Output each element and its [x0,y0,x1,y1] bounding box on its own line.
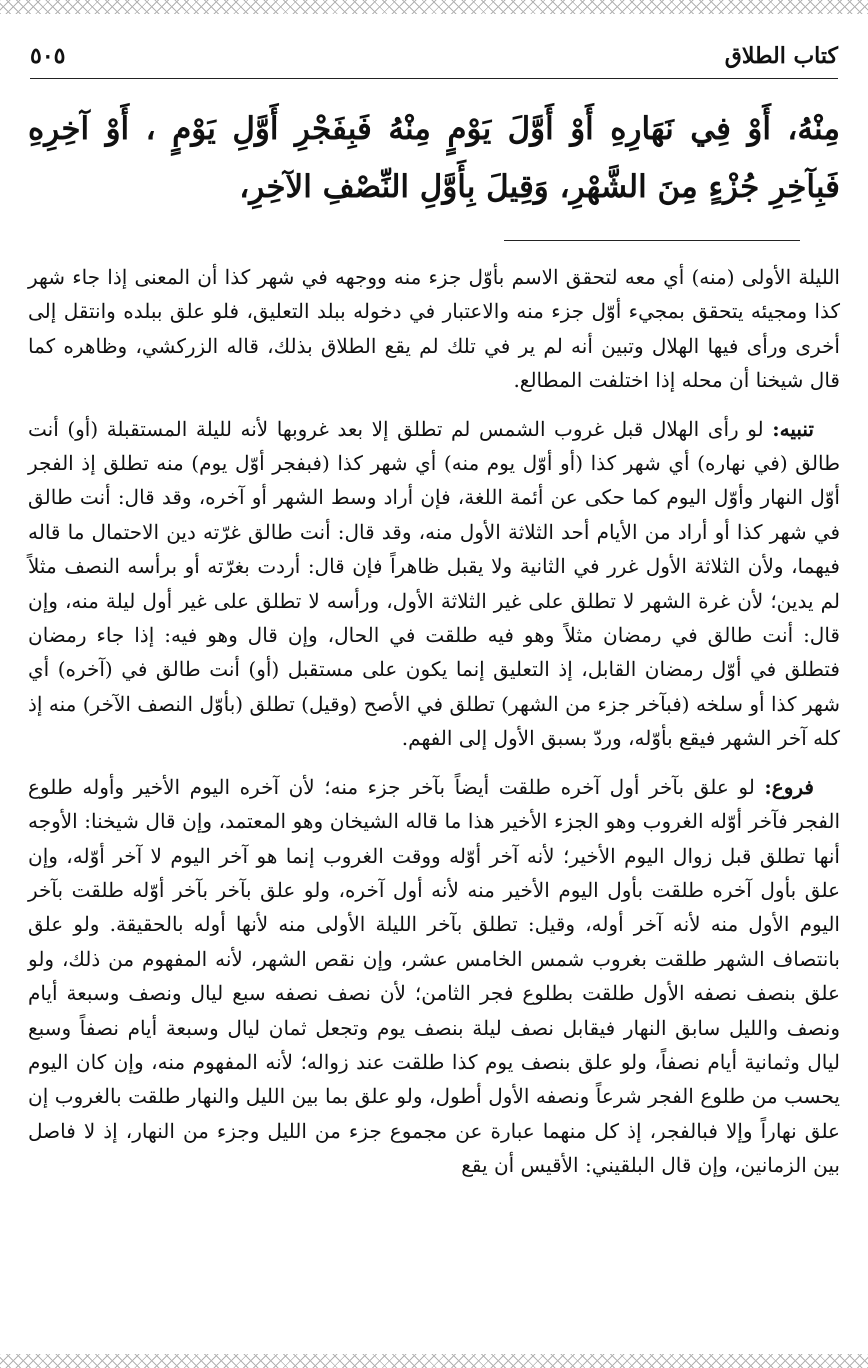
commentary-paragraph-2-body: لو رأى الهلال قبل غروب الشمس لم تطلق إلا بعد غروبها لأنه لليلة المستقبلة (أو) أنت طالق (في نهاره) أي شهر كذا (أو أوّل يوم منه) أي شهر كذا (فبفجر أوّل يوم) منه تطلق إذ الفجر أوّل النهار وأوّل اليوم كما حكى عن أئمة اللغة، فإن أراد وسط الشهر أو آخره، وقد قال: أنت طالق في شهر كذا أو أراد من الأيام أحد الثلاثة الأول منه، وقد قال: أنت طالق غرّته دين الاحتمال ما قاله فيهما، ولأن الثلاثة الأول غرر في الثانية ولا يقبل ظاهراً فإن قال: أردت بغرّته أو برأسه النصف مثلاً لم يدين؛ لأن غرة الشهر لا تطلق على غير الثلاثة الأول، ورأسه لا تطلق على غير أول ليلة منه، وإن قال: أنت طالق في رمضان مثلاً وهو فيه طلقت في الحال، وإن قال وهو فيه: إذا جاء رمضان فتطلق في أوّل رمضان القابل، إذ التعليق إنما يكون على مستقبل (أو) أنت طالق في (آخره) أي شهر كذا أو سلخه (فبآخر جزء من الشهر) تطلق في الأصح (وقيل) تطلق (بأوّل النصف الآخر) منه إذ كله آخر الشهر فيقع بأوّله، وردّ بسبق الأول إلى الفهم. [28,416,840,751]
matn-text: مِنْهُ، أَوْ فِي نَهَارِهِ أَوْ أَوَّلَ يَوْمٍ مِنْهُ فَبِفَجْرِ أَوَّلِ يَوْمٍ ، أَوْ آخِرِهِ فَبِآخِرِ جُزْءٍ مِنَ الشَّهْرِ، وَقِيلَ بِأَوَّلِ النِّصْفِ الآخِرِ، [28,111,840,205]
commentary-paragraph-3 [28,770,840,1183]
running-header [30,38,838,74]
commentary [28,260,840,1183]
furu-heading: فروع: [764,774,814,799]
top-ornamental-border [0,0,868,14]
commentary-paragraph-2 [28,412,840,756]
book-title: كتاب الطلاق [724,43,838,69]
commentary-divider [504,240,800,241]
commentary-paragraph-1: الليلة الأولى (منه) أي معه لتحقق الاسم بأوّل جزء منه ووجهه في شهر كذا أن المعنى إذا جاء شهر كذا ومجيئه يتحقق بمجيء أوّل جزء منه والاعتبار في دخوله ببلد التعليق، فلو علق ببلده وانتقل إلى أخرى ورأى فيها الهلال وتبين أنه لم ير في تلك لم يقع الطلاق بذلك، قاله الزركشي، وظاهره كما قال شيخنا أن محله إذا اختلفت المطالع. [28,265,840,393]
page-number: ٥٠٥ [30,43,66,69]
tanbih-heading: تنبيه: [772,416,814,441]
header-divider [30,78,838,79]
bottom-ornamental-border [0,1354,868,1368]
commentary-paragraph-3-body: لو علق بآخر أول آخره طلقت أيضاً بآخر جزء منه؛ لأن آخره اليوم الأخير وأوله طلوع الفجر فآخر أوّله الغروب وهو الجزء الأخير هذا ما قاله الشيخان وهو المعتمد، وإن قال شيخنا: الأوجه أنها تطلق قبل زوال اليوم الأخير؛ لأنه آخر أوّله ووقت الغروب إنما هو آخر اليوم لا آخر أوّله، وإن علق بأول آخره طلقت بأول اليوم الأخير منه لأنه أول آخره، ولو علق بآخر بآخر أوّله طلقت بآخر اليوم الأول منه لأنه آخر أوله، وقيل: تطلق بآخر الليلة الأولى منه لأنها أوله بالحقيقة. ولو علق بانتصاف الشهر طلقت بغروب شمس الخامس عشر، وإن نقص الشهر، لأنه المفهوم من ذلك، ولو علق بنصف نصفه الأول طلقت بطلوع فجر الثامن؛ لأن نصف نصفه سبع ليال ونصف وسبعة أيام ونصف والليل سابق النهار فيقابل نصف ليلة بنصف يوم وتجعل ثمان ليال وسبعة أيام نصفاً وسبع ليال وثمانية أيام نصفاً، ولو علق بنصف يوم كذا طلقت عند زواله؛ لأنه المفهوم منه، وإن كان اليوم يحسب من طلوع الفجر شرعاً ونصفه الأول أطول، ولو علق بما بين الليل والنهار طلقت بالغروب إن علق نهاراً وإلا فبالفجر، إذ كل منهما عبارة عن مجموع جزء من الليل وجزء من النهار، إذ لا فاصل بين الزمانين، وإن قال البلقيني: الأقيس أن يقع [28,774,840,1178]
